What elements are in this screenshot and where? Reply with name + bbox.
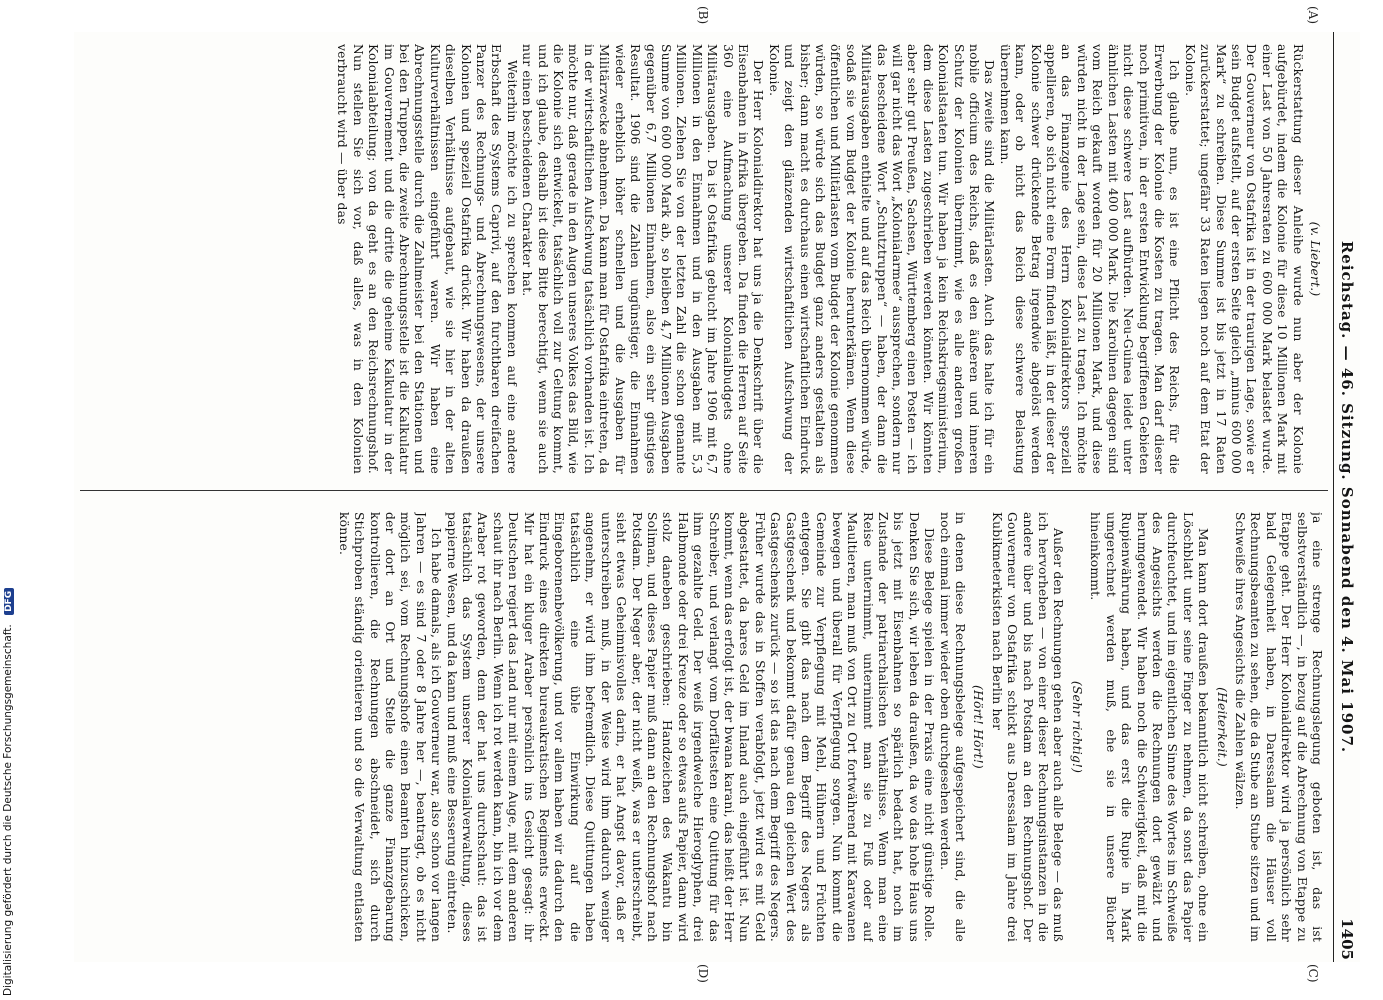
right-column: [84, 512, 1324, 942]
page-title: Reichstag. — 46. Sitzung. Sonnabend den 4. Mai 1907.: [1338, 240, 1356, 754]
margin-mark-d: (D): [696, 964, 710, 983]
paragraph: Ich habe damals, als ich Gouverneur war, also schon vor langen Jahren — es sind 7 oder 8 Jahre her —, beantragt, ob es nicht möglich sei, vom Rechnungshofe einen Beamten hinzuschicken, der dort an Ort und Stelle die ganze Finanzgebarung kontrollieren, die Rechnungen abschneidet, sich durch Stichproben ständig orientieren und so die Verwaltung entlasten könne.: [336, 512, 444, 942]
margin-mark-b: (B): [696, 6, 710, 25]
paragraph: Außer den Rechnungen gehen aber auch alle Belege — das muß ich hervorheben — von einer dieser Rechnungsinstanzen in die andere über und bis nach Potsdam an den Rechnungshof. Der Gouverneur von Ostafrika schickt aus Daressalam im Jahre drei Kubikmeterkisten nach Berlin her: [989, 512, 1066, 942]
paragraph: Das zweite sind die Militärlasten. Auch das halte ich für ein nobile officium des Reichs, daß es den äußeren und inneren Schutz der Kolonien übernimmt, wie es alle anderen großen Kolonialstaaten tun. Wir haben ja kein Reichskriegsministerium, dem diese Lasten zugeschrieben werden könnten. Wir könnten aber sehr gut Preußen, Sachsen, Württemberg einen Posten — ich will gar nicht das Wort „Kolonialarmee“ aussprechen, sondern nur das bescheidene Wort „Schutztruppen“ — haben, der dann die Militärausgaben enthielte und auf das Reich übernommen würde, sodaß sie vom Budget der Kolonie herunterkämen. Wenn diese öffentlichen und Militärlasten vom Budget der Kolonie genommen würden, so würde sich das Budget ganz anders gestalten als bisher; dann macht es durchaus einen wirtschaftlichen Eindruck und zeigt den glänzenden wirtschaftlichen Aufschwung der Kolonie.: [766, 44, 997, 474]
digitization-sidebar: [0, 0, 18, 1000]
column-divider: [80, 490, 1328, 491]
digitization-credit: [2, 6, 14, 996]
page-content: [74, 6, 1360, 983]
left-column: [84, 44, 1324, 474]
speaker-name: (v. Liebert.): [1308, 221, 1322, 297]
interjection: (Heiterkeit.): [1214, 687, 1229, 767]
paragraph: ja eine strenge Rechnungslegung geboten ist, das ist selbstverständlich —, in bezug auf die Abrechnung von Etappe zu Etappe geht. Der Herr Kolonialdirektor wird ja persönlich sehr bald Gelegenheit haben, in Daressalam die Häuser voll Rechnungsbeamten zu sehen, die da Stube an Stube sitzen und im Schweiße ihres Angesichts die Zahlen wälzen.: [1232, 512, 1324, 942]
interjection: (Hört! Hört!): [971, 685, 986, 769]
paragraph: Diese Belege spielen in der Praxis eine nicht günstige Rolle. Denken Sie sich, wir leben da draußen, da wo das hohe Haus uns bis jetzt mit Eisenbahnen so spärlich bedacht hat, noch im Zustande der patriarchalischen Verhältnisse. Wenn man eine Reise unternimmt, unternimmt man sie zu Fuß oder auf Maultieren, man muß von Ort zu Ort fortwährend mit Karawanen bewegen und überall für Verpflegung sorgen. Nun kommt die Gemeinde zur Verpflegung mit Mehl, Hühnern und Früchten entgegen. Sie gibt das nach dem Begriff des Negers als Gastgeschenk und bekommt dafür genau den gleichen Wert des Gastgeschenks zurück — so ist das nach dem Begriff des Negers. Früher wurde das in Stoffen verabfolgt, jetzt wird es mit Geld abgestattet, da bares Geld im Inland auch eingeführt ist. Nun kommt, wenn das erfolgt ist, der bwana karani, das heißt der Herr Schreiber, und verlangt vom Dorfältesten eine Quittung für das ihm gezahlte Geld. Der weiß irgendwelche Hieroglyphen, drei Halbmonde oder drei Kreuze oder so etwas aufs Papier, dann wird stolz daneben geschrieben: Handzeichen des Wakantu bin Soliman, und dieses Papier muß dann an den Rechnungshof nach Potsdam. Der Neger aber, der nicht weiß, was er unterschreibt, sieht etwas Geheimnisvolles darin, er hat Angst davor, daß er unterschreiben muß, in der Weise wird ihm dadurch weniger angenehm, er wird ihm befremdlich. Diese Quittungen haben tatsächlich eine üble Einwirkung auf die Eingeborenenbevölkerung, und vor allem haben wir dadurch den Eindruck eines direkten bureaukratischen Regiments erweckt. Mir hat ein kluger Araber persönlich ins Gesicht gesagt: ihr Deutschen regiert das Land nur mit einem Auge, mit dem anderen schaut ihr nach Berlin. Wenn ich rot werden kann, bin ich vor dem Araber rot geworden, denn der hat uns durchschaut: das ist tatsächlich das System unserer Kolonialverwaltung, dieses papierne Wesen, und da kann und muß eine Besserung eintreten.: [444, 512, 937, 942]
funding-note: Digitalisierung gefördert durch die Deutsche Forschungsgemeinschaft.: [2, 624, 14, 996]
margin-mark-c: (C): [1306, 964, 1320, 983]
interjection: (Sehr richtig!): [1069, 680, 1084, 774]
page-number: 1405: [1338, 918, 1356, 960]
paragraph: Der Herr Kolonialdirektor hat uns ja die Denkschrift über die Eisenbahnen in Afrika übergeben. Da finden die Herren auf Seite 360 eine Aufmachung unserer Kolonialbudgets ohne Militärausgaben. Da ist Ostafrika gebucht im Jahre 1906 mit 6,7 Millionen in den Einnahmen und in den Ausgaben mit 5,3 Millionen. Ziehen Sie von der letzten Zahl die schon genannte Summe von 600 000 Mark ab, so bleiben 4,7 Millionen Ausgaben gegenüber 6,7 Millionen Einnahmen, also ein sehr günstiges Resultat. 1906 sind die Zahlen ungünstiger, die Einnahmen wieder erheblich höher schnellen und die Ausgaben für Militärzwecke abnehmen. Da kann man für Ostafrika eintreten, da in der wirtschaftlichen Aufschwung tatsächlich vorhanden ist. Ich möchte nur, daß gerade in den Augen unseres Volkes das Bild, wie die Kolonie sich entwickelt, tatsächlich voll zur Geltung kommt, und ich glaube, deshalb ist diese Bitte berechtigt, wenn sie auch nur einen bescheidenen Charakter hat.: [520, 44, 766, 474]
dfg-logo: DFG: [4, 588, 14, 615]
paragraph: Ich glaube nun, es ist eine Pflicht des Reichs, für die Erwerbung der Kolonie die Kosten zu tragen. Man darf dieser noch primitiven, in der ersten Entwicklung begriffenen Gebieten nicht diese schwere Last aufbürden. Neu-Guinea leidet unter ähnlichen Lasten mit 400 000 Mark. Die Karolinen dagegen sind vom Reich gekauft worden für 20 Millionen Mark, und diese würden nicht in der Lage sein, diese Last zu tragen. Ich möchte an das Finanzgenie des Herrn Kolonialdirektors speziell appellieren, ob sich nicht eine Form finden läßt, in der dieser der Kolonie schwer drückende Betrag irgendwie abgelöst werden kann, oder ob nicht das Reich diese schwere Belastung übernehmen kann.: [997, 44, 1182, 474]
page-header: [1333, 32, 1360, 962]
paragraph: Rückerstattung dieser Anleihe wurde nun aber der Kolonie aufgebürdet, indem die Kolonie für diese 10 Millionen Mark mit einer Last von 50 Jahresraten zu 600 000 Mark belastet wurde. Der Gouverneur von Ostafrika ist in der traurigen Lage, sowie er sein Budget aufstellt, auf der ersten Seite gleich „minus 600 000 Mark“ zu schreiben. Diese Summe ist bis jetzt in 17 Raten zurückerstattet; ungefähr 33 Raten liegen noch auf dem Etat der Kolonie.: [1182, 44, 1305, 474]
paragraph: Man kann dort draußen bekanntlich nicht schreiben, ohne ein Löschblatt unter seine Finger zu nehmen, da sonst das Papier durchfeuchtet, und im eigentlichen Sinne des Wortes im Schweiße des Angesichts werden die Rechnungen dort gewälzt und herumgewendet. Wir haben noch die Schwierigkeit, daß mit die Rupienwährung haben, und das erst die Rupie in Mark umgerechnet werden muß, ehe sie in unsere Bücher hineinkommt.: [1088, 512, 1211, 942]
margin-mark-a: (A): [1306, 6, 1320, 25]
paragraph: Weiterhin möchte ich zu sprechen kommen auf eine andere Erbschaft des Systems Caprivi, auf den furchtbaren dreifachen Panzer des Rechnungs- und Abrechnungswesens, der unsere Kolonien und speziell Ostafrika drückt. Wir haben da draußen dieselben Verhältnisse aufgebaut, wie sie hier in der alten Kulturverhältnissen eingeführt waren. Wir haben eine Abrechnungsstelle durch die Zahlmeister bei den Stationen und bei den Truppen, die zweite Abrechnungsstelle ist die Kalkulatur im Gouvernement und die dritte die geheime Kalkulatur in der Kolonialabteilung; von da geht es an den Reichsrechnungshof. Nun stellen Sie sich vor, daß alles, was in den Kolonien verbraucht wird — über das: [335, 44, 519, 474]
scanned-page: [74, 6, 1360, 983]
paragraph: in denen diese Rechnungsbelege aufgespeichert sind, die alle noch einmal immer wieder oben durchgesehen werden.: [937, 512, 968, 942]
